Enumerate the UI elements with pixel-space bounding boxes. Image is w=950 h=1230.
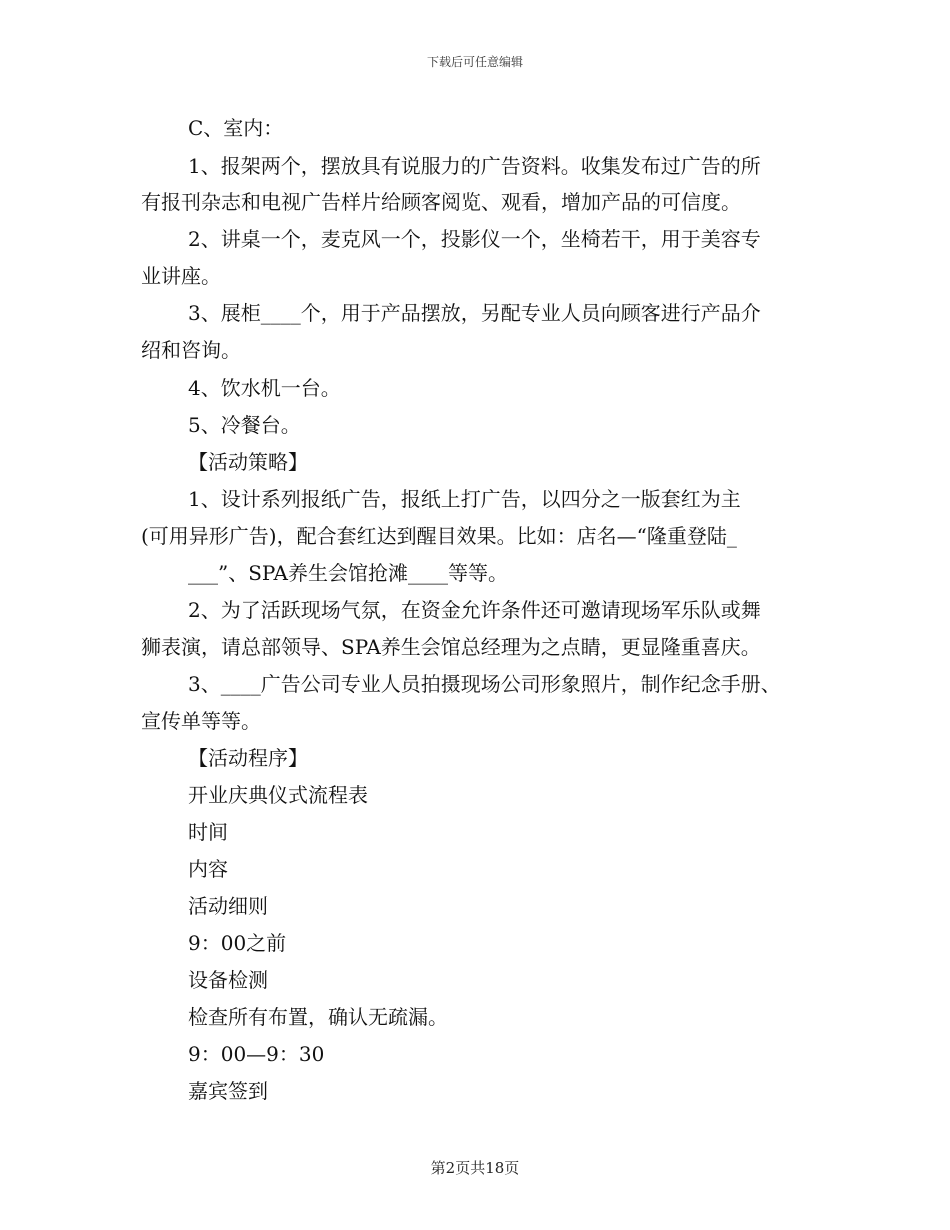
table-cell: 活动细则 [188,894,268,918]
section-heading-strategy: 【活动策略】 [188,450,308,474]
page-number: 第2页共18页 [430,1159,520,1177]
table-cell: 时间 [188,820,228,844]
paragraph-line: 2、为了活跃现场气氛，在资金允许条件还可邀请现场军乐队或舞 [188,598,761,622]
paragraph-line: 有报刊杂志和电视广告样片给顾客阅览、观看，增加产品的可信度。 [141,190,741,214]
table-cell: 9：00—9：30 [188,1042,325,1066]
table-cell: 设备检测 [188,968,268,992]
paragraph-line: 2、讲桌一个，麦克风一个，投影仪一个，坐椅若干，用于美容专 [188,227,761,251]
paragraph-line: 业讲座。 [141,264,221,288]
section-heading-program: 【活动程序】 [188,746,308,770]
paragraph-line: 5、冷餐台。 [188,413,301,437]
paragraph-line: ___”、SPA养生会馆抢滩____等等。 [188,561,508,585]
paragraph-line: 1、报架两个，摆放具有说服力的广告资料。收集发布过广告的所 [188,154,761,178]
paragraph-line: 宣传单等等。 [141,709,261,733]
page-header: 下载后可任意编辑 [426,55,523,69]
table-title: 开业庆典仪式流程表 [188,783,368,807]
paragraph-line: 1、设计系列报纸广告，报纸上打广告，以四分之一版套红为主 [188,487,741,511]
paragraph-line: 绍和咨询。 [141,338,241,362]
paragraph-line: (可用异形广告)，配合套红达到醒目效果。比如：店名—“隆重登陆_ [141,524,737,548]
section-heading-indoor: C、室内： [188,116,284,140]
paragraph-line: 狮表演，请总部领导、SPA养生会馆总经理为之点睛，更显隆重喜庆。 [141,635,761,659]
paragraph-line: 3、____广告公司专业人员拍摄现场公司形象照片，制作纪念手册、 [188,672,781,696]
table-cell: 9：00之前 [188,931,287,955]
table-cell: 检查所有布置，确认无疏漏。 [188,1005,448,1029]
table-cell: 嘉宾签到 [188,1079,268,1103]
paragraph-line: 4、饮水机一台。 [188,376,341,400]
table-cell: 内容 [188,857,228,881]
paragraph-line: 3、展柜____个，用于产品摆放，另配专业人员向顾客进行产品介 [188,301,761,325]
